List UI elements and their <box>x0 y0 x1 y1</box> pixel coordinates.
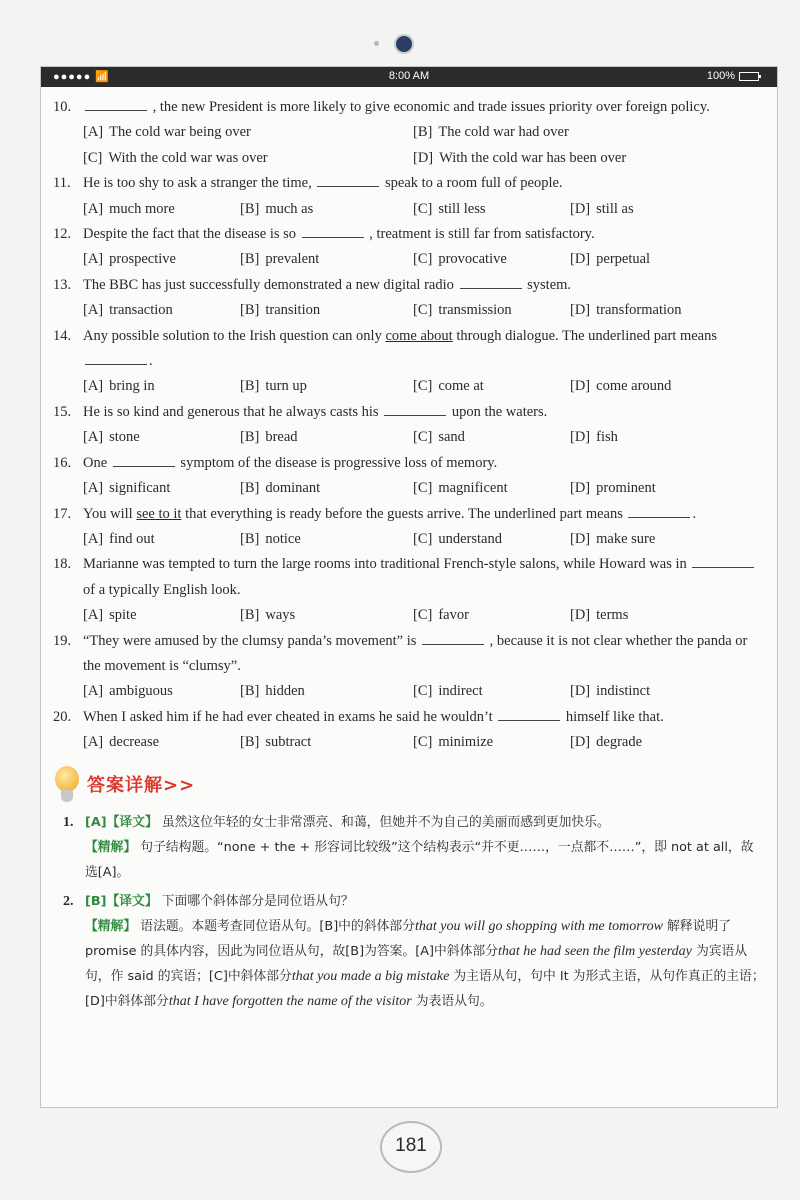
option-text: stone <box>109 429 140 446</box>
option-letter: [C] <box>413 683 433 700</box>
option <box>240 679 413 704</box>
question-text: system. <box>527 276 572 293</box>
option-text: much as <box>265 200 314 217</box>
option-letter: [D] <box>570 683 591 700</box>
option <box>240 298 413 323</box>
option-letter: [A] <box>83 734 104 751</box>
option-text: The cold war being over <box>109 124 251 141</box>
option <box>83 603 240 628</box>
option <box>240 730 413 755</box>
option-letter: [D] <box>570 251 591 268</box>
option <box>240 527 413 552</box>
option <box>570 476 727 501</box>
camera-icon <box>396 36 412 52</box>
question-number: 14. <box>53 327 72 344</box>
question-text: When I asked him if he had ever cheated in exams he said he wouldn’t <box>83 708 493 725</box>
options-row <box>53 146 765 171</box>
question-text: upon the waters. <box>451 403 548 420</box>
answer-number: 2. <box>63 893 74 909</box>
option-text: still less <box>438 200 486 217</box>
page-content <box>53 95 765 1014</box>
option-text: understand <box>438 530 502 547</box>
question <box>53 552 765 603</box>
option <box>240 476 413 501</box>
options-row <box>53 603 765 628</box>
option-letter: [C] <box>413 251 433 268</box>
option-letter: [C] <box>413 200 433 217</box>
option-letter: [D] <box>570 530 591 547</box>
option-text: bring in <box>109 378 155 395</box>
option-letter: [C] <box>413 480 433 497</box>
question-end: . <box>692 505 697 522</box>
option <box>240 425 413 450</box>
option <box>83 197 240 222</box>
option <box>570 679 727 704</box>
option-letter: [B] <box>413 124 433 141</box>
option-letter: [D] <box>570 734 591 751</box>
question-number: 11. <box>53 175 71 192</box>
option-letter: [B] <box>240 607 260 624</box>
option-text: terms <box>596 607 629 624</box>
option <box>413 120 743 145</box>
option-text: sand <box>438 429 465 446</box>
option-text: prominent <box>596 480 656 497</box>
translation-text: 下面哪个斜体部分是同位语从句？ <box>161 893 354 909</box>
translation-text: 虽然这位年轻的女士非常漂亮、和蔼，但她并不为自己的美丽而感到更加快乐。 <box>161 814 610 830</box>
option <box>570 247 727 272</box>
option <box>83 298 240 323</box>
option-text: dominant <box>265 480 321 497</box>
question-text: He is too shy to ask a stranger the time, <box>83 175 312 192</box>
option-text: With the cold war was over <box>108 149 268 166</box>
option <box>413 730 570 755</box>
option <box>83 374 240 399</box>
tablet-screen <box>40 66 778 1108</box>
option <box>83 146 413 171</box>
battery-status <box>707 70 759 82</box>
option-text: provocative <box>438 251 507 268</box>
question-text: himself like that. <box>565 708 664 725</box>
answer-blank <box>113 452 175 467</box>
answer-blank <box>302 223 364 238</box>
option-text: decrease <box>109 734 160 751</box>
question-text: , the new President is more likely to give economic and trade issues priority over foreign policy. <box>152 99 710 115</box>
question <box>53 222 765 247</box>
question-text: The BBC has just successfully demonstrated a new digital radio <box>83 276 454 293</box>
lightbulb-icon <box>53 766 83 806</box>
option-text: prospective <box>109 251 176 268</box>
question <box>53 629 765 680</box>
answers-title: 答案详解>> <box>87 774 196 796</box>
option-text: fish <box>596 429 618 446</box>
explanation-text: 为主语从句，句中 It 为形式主语，从句作真正的主语；[D]中斜体部分 <box>85 968 765 1009</box>
question-text: “They were amused by the clumsy panda’s movement” is <box>83 632 417 649</box>
question-text: You will <box>83 505 133 522</box>
question-number: 10. <box>53 99 72 115</box>
option-text: bread <box>265 429 298 446</box>
option-letter: [A] <box>83 607 104 624</box>
option <box>413 679 570 704</box>
answer-blank <box>384 401 446 416</box>
question-text: symptom of the disease is progressive loss of memory. <box>180 454 498 471</box>
question-end: . <box>149 353 153 370</box>
explanation-text: 为宾语从句，作 said 的宾语；[C]中斜体部分 <box>85 943 748 984</box>
option-letter: [B] <box>240 378 260 395</box>
option <box>83 679 240 704</box>
option-letter: [A] <box>83 429 104 446</box>
option-letter: [B] <box>240 683 260 700</box>
option-text: degrade <box>596 734 643 751</box>
option-letter: [D] <box>570 200 591 217</box>
answer-number: 1. <box>63 814 74 830</box>
option-text: perpetual <box>596 251 651 268</box>
option <box>83 527 240 552</box>
option-letter: [A] <box>83 302 104 319</box>
options-row <box>53 679 765 704</box>
option-letter: [D] <box>570 378 591 395</box>
question <box>53 171 765 196</box>
option-letter: [D] <box>570 480 591 497</box>
option-letter: [A] <box>83 378 104 395</box>
option <box>570 527 727 552</box>
option-letter: [D] <box>570 302 591 319</box>
answer-blank <box>692 553 754 568</box>
answer-item <box>53 889 765 1014</box>
option-letter: [C] <box>413 378 433 395</box>
answer-blank <box>628 503 690 518</box>
option-text: minimize <box>438 734 494 751</box>
question-number: 16. <box>53 454 72 471</box>
question-number: 13. <box>53 276 72 293</box>
question <box>53 451 765 476</box>
question-number: 20. <box>53 708 72 725</box>
option-letter: [A] <box>83 683 104 700</box>
answer-key: [A] <box>85 814 107 830</box>
lightbulb-glass <box>55 766 79 792</box>
option-letter: [A] <box>83 251 104 268</box>
option <box>413 476 570 501</box>
underlined-phrase: see to it <box>136 505 182 522</box>
option-text: favor <box>438 607 469 624</box>
option <box>413 527 570 552</box>
question-text: , treatment is still far from satisfactory. <box>369 226 595 243</box>
question-text: , because it is not clear whether the panda or the movement is “clumsy”. <box>83 632 748 674</box>
option-letter: [D] <box>570 607 591 624</box>
question-number: 18. <box>53 556 72 573</box>
option <box>83 247 240 272</box>
explanation-tag: 【精解】 <box>85 918 137 934</box>
question-text: through dialogue. The underlined part means <box>456 327 718 344</box>
battery-percent: 100% <box>706 70 735 82</box>
answer-blank <box>460 274 522 289</box>
option-text: notice <box>265 530 301 547</box>
option-text: hidden <box>265 683 305 700</box>
option-text: ambiguous <box>109 683 173 700</box>
option-letter: [B] <box>240 200 260 217</box>
option-text: much more <box>109 200 175 217</box>
explanation-text: 解释说明了 promise 的具体内容，因此为同位语从句，故[B]为答案。[A]中斜体部分 <box>85 918 732 959</box>
option-text: transaction <box>109 302 173 319</box>
page-number: 181 <box>380 1121 442 1173</box>
option <box>413 247 570 272</box>
option-letter: [D] <box>413 149 434 166</box>
option-text: prevalent <box>265 251 320 268</box>
question <box>53 324 765 375</box>
option-text: ways <box>265 607 296 624</box>
option-text: subtract <box>265 734 312 751</box>
question <box>53 400 765 425</box>
options-row <box>53 476 765 501</box>
option-letter: [C] <box>83 149 103 166</box>
option-text: find out <box>109 530 155 547</box>
option-letter: [C] <box>413 734 433 751</box>
translation-tag: 【译文】 <box>106 814 158 830</box>
options-row <box>53 120 765 145</box>
answer-item <box>53 810 765 885</box>
lightbulb-base <box>61 790 73 802</box>
option-text: turn up <box>265 378 307 395</box>
option-text: significant <box>109 480 171 497</box>
option-letter: [B] <box>240 530 260 547</box>
option-letter: [A] <box>83 480 104 497</box>
option-letter: [A] <box>83 124 104 141</box>
question-text: speak to a room full of people. <box>384 175 563 192</box>
option-text: transmission <box>438 302 512 319</box>
option-text: indistinct <box>596 683 651 700</box>
options-row <box>53 197 765 222</box>
option <box>83 476 240 501</box>
answer-blank <box>422 630 484 645</box>
option-text: come at <box>438 378 484 395</box>
option <box>570 197 727 222</box>
question-text: He is so kind and generous that he always casts his <box>83 403 379 420</box>
question <box>53 502 765 527</box>
option-text: With the cold war has been over <box>439 149 627 166</box>
option <box>240 603 413 628</box>
signal-icon: ●●●●● 📶 <box>53 71 110 83</box>
option <box>413 603 570 628</box>
question-text: of a typically English look. <box>83 581 241 598</box>
question-text: One <box>83 454 108 471</box>
option <box>413 146 743 171</box>
option <box>570 425 727 450</box>
question-number: 15. <box>53 403 72 420</box>
options-row <box>53 527 765 552</box>
sensor-dot <box>374 41 379 46</box>
question <box>53 95 765 120</box>
option-text: come around <box>596 378 672 395</box>
option-letter: [B] <box>240 302 260 319</box>
question <box>53 273 765 298</box>
option-letter: [B] <box>240 429 260 446</box>
italic-clause: that I have forgotten the name of the visitor <box>168 993 412 1009</box>
option <box>240 374 413 399</box>
options-row <box>53 247 765 272</box>
answer-blank <box>498 706 560 721</box>
option-letter: [B] <box>240 480 260 497</box>
question-number: 12. <box>53 226 72 243</box>
option-letter: [D] <box>570 429 591 446</box>
option-text: The cold war had over <box>438 124 569 141</box>
options-row <box>53 425 765 450</box>
question-number: 19. <box>53 632 72 649</box>
question-text: that everything is ready before the guests arrive. The underlined part means <box>185 505 623 522</box>
option-text: transition <box>265 302 321 319</box>
explanation-tag: 【精解】 <box>85 839 137 855</box>
options-row <box>53 730 765 755</box>
underlined-phrase: come about <box>385 327 453 344</box>
options-row <box>53 374 765 399</box>
status-bar <box>41 67 777 87</box>
option-text: spite <box>109 607 137 624</box>
option-letter: [C] <box>413 607 433 624</box>
option <box>413 298 570 323</box>
option-letter: [A] <box>83 530 104 547</box>
option-letter: [B] <box>240 251 260 268</box>
option-letter: [C] <box>413 302 433 319</box>
question-text: Any possible solution to the Irish question can only <box>83 327 382 344</box>
translation-tag: 【译文】 <box>106 893 158 909</box>
option <box>413 425 570 450</box>
question <box>53 705 765 730</box>
option <box>83 425 240 450</box>
option <box>83 730 240 755</box>
option-text: still as <box>596 200 634 217</box>
option-letter: [A] <box>83 200 104 217</box>
option-letter: [C] <box>413 530 433 547</box>
explanation-text: 语法题。本题考查同位语从句。[B]中的斜体部分 <box>140 918 415 934</box>
option <box>570 374 727 399</box>
answer-blank <box>85 350 147 365</box>
option <box>570 298 727 323</box>
option <box>413 374 570 399</box>
option-text: transformation <box>596 302 682 319</box>
explanation-text: 句子结构题。“none + the + 形容词比较级”这个结构表示“并不更……，一点都不……”，即 not at all，故选[A]。 <box>85 839 754 880</box>
answer-blank <box>85 96 147 111</box>
battery-icon <box>739 72 759 81</box>
option-letter: [B] <box>240 734 260 751</box>
option-text: magnificent <box>438 480 508 497</box>
options-row <box>53 298 765 323</box>
option <box>570 603 727 628</box>
option <box>570 730 727 755</box>
option-letter: [C] <box>413 429 433 446</box>
answers-header <box>53 766 765 806</box>
question-number: 17. <box>53 505 72 522</box>
status-time: 8:00 AM <box>388 70 430 82</box>
question-text: Marianne was tempted to turn the large rooms into traditional French-style salons, while Howard was in <box>83 556 687 573</box>
option-text: indirect <box>438 683 483 700</box>
italic-clause: that you will go shopping with me tomorrow <box>414 918 663 934</box>
option <box>83 120 413 145</box>
italic-clause: that you made a big mistake <box>291 968 450 984</box>
option <box>240 247 413 272</box>
answer-blank <box>317 172 379 187</box>
question-text: Despite the fact that the disease is so <box>83 226 297 243</box>
explanation-text: 为表语从句。 <box>415 993 493 1009</box>
answer-key: [B] <box>85 893 107 909</box>
option <box>413 197 570 222</box>
italic-clause: that he had seen the film yesterday <box>498 943 692 959</box>
option-text: make sure <box>596 530 656 547</box>
option <box>240 197 413 222</box>
